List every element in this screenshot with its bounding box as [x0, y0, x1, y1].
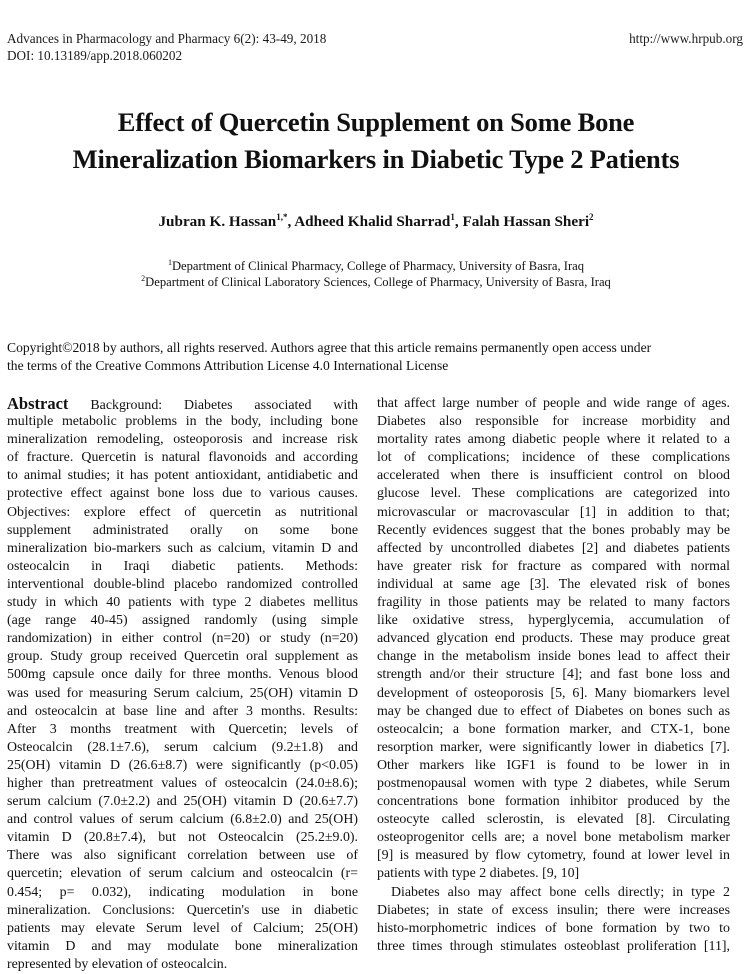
abstract-line: vitamin D (20.8±7.4), but not Osteocalcin (25.2±9.0).: [7, 830, 358, 846]
introduction-line: strength and/or their structure [4]; and fast bone loss and: [377, 667, 730, 683]
introduction-line: individual at same age [3]. The elevated risk of bones: [377, 576, 730, 592]
affiliation: [0, 274, 752, 290]
introduction-line: three times through stimulates osteoblast proliferation [11],: [377, 938, 730, 954]
abstract-line: Background: Diabetes associated with: [90, 398, 358, 413]
introduction-line: development of osteoporosis [5, 6]. Many biomarkers level: [377, 685, 730, 701]
affiliation-list: [0, 258, 752, 290]
abstract-line: and control values of serum calcium (6.8±2.0) and 25(OH): [7, 812, 358, 828]
introduction-line: Diabetes; in state of excess insulin; there were increases: [377, 902, 730, 918]
abstract-column: [7, 395, 358, 974]
affiliation: [0, 258, 752, 274]
introduction-line: Diabetes also may affect bone cells directly; in type 2: [391, 884, 730, 900]
introduction-line: osteoprogenitor cells are; a novel bone metabolism marker: [377, 830, 730, 846]
abstract-line: osteocalcin in Iraqi diabetic patients. Methods:: [7, 558, 358, 574]
introduction-line: accelerated when there is insufficient control on blood: [377, 468, 730, 484]
abstract-line: Objectives: explore effect of quercetin as nutritional: [7, 504, 358, 520]
abstract-line: protective effect against bone loss due to various causes.: [7, 486, 358, 502]
author-list: [0, 212, 752, 232]
abstract-body: [7, 413, 358, 974]
doi-link[interactable]: DOI: 10.13189/app.2018.060202: [7, 48, 183, 63]
article-title-line-2: Mineralization Biomarkers in Diabetic Type 2 Patients: [72, 144, 680, 174]
copyright-notice: [7, 339, 747, 374]
author-separator: ,: [287, 213, 295, 230]
abstract-line: There was also significant correlation between use of: [7, 848, 358, 864]
affiliation-mark: 1: [167, 258, 172, 267]
abstract-line: serum calcium (7.0±2.2) and 25(OH) vitamin D (20.6±7.7): [7, 794, 358, 810]
copyright-line: Copyright©2018 by authors, all rights reserved. Authors agree that this article remains permanently open access under: [7, 340, 652, 355]
introduction-line: fragility in those patients may be related to many factors: [377, 595, 730, 611]
introduction-column: [377, 395, 730, 956]
introduction-line: resorption marker, were significantly lower in diabetics [7].: [377, 739, 730, 755]
abstract-line: Osteocalcin (28.1±7.6), serum calcium (9.2±1.8) and: [7, 739, 358, 755]
introduction-line: [9] is measured by flow cytometry, found at lower level in: [377, 848, 730, 864]
author-name[interactable]: Falah Hassan Sheri: [462, 213, 590, 230]
abstract-line: (age range 40-45) assigned randomly (using simple: [7, 613, 358, 629]
introduction-line: concentrations bone formation inhibitor produced by the: [377, 794, 730, 810]
abstract-line: and osteocalcin at base line and after 3 months. Results:: [7, 703, 358, 719]
abstract-line: mineralization remodeling, osteoporosis and increase risk: [7, 432, 358, 448]
abstract-line: 0.454; p= 0.032), indicating modulation in bone: [7, 884, 358, 900]
introduction-line: change in the metabolism inside bones lead to affect their: [377, 649, 730, 665]
introduction-line: like oxidative stress, hyperglycemia, accumulation of: [377, 613, 730, 629]
introduction-line: that affect large number of people and wide range of ages.: [377, 396, 730, 411]
affiliation-text: Department of Clinical Laboratory Sciences, College of Pharmacy, University of Basra, Iraq: [145, 275, 611, 289]
article-title: [0, 104, 752, 178]
introduction-line: osteocyte called sclerostin, is elevated [8]. Circulating: [377, 812, 730, 828]
copyright-line: the terms of the Creative Commons Attribution License 4.0 International License: [7, 357, 449, 373]
abstract-first-line: [7, 395, 358, 413]
abstract-heading: Abstract: [7, 395, 69, 413]
abstract-line: randomization) in either control (n=20) or study (n=20): [7, 631, 358, 647]
introduction-line: affected by uncontrolled diabetes [2] and diabetes patients: [377, 540, 730, 556]
abstract-line: represented by elevation of osteocalcin.: [7, 956, 228, 972]
abstract-line: supplement administrated orally on some bone: [7, 522, 358, 538]
introduction-line: Recently evidences suggest that the bones probably may be: [377, 522, 730, 538]
abstract-line: of fracture. Quercetin is natural flavonoids and according: [7, 450, 358, 466]
introduction-line: may be changed due to effect of Diabetes on bones such as: [377, 703, 730, 719]
abstract-line: group. Study group received Quercetin oral supplement as: [7, 649, 358, 665]
abstract-line: mineralization. Conclusions: Quercetin's use in diabetic: [7, 902, 358, 918]
introduction-line: mortality rates among diabetic people where it related to a: [377, 432, 730, 448]
abstract-line: was used for measuring Serum calcium, 25(OH) vitamin D: [7, 685, 358, 701]
introduction-line: have greater risk for fracture as compared with normal: [377, 558, 730, 574]
introduction-line: glucose level. These complications are categorized into: [377, 486, 730, 502]
abstract-line: interventional double-blind placebo randomized controlled: [7, 576, 358, 592]
affiliation-mark: 2: [141, 274, 146, 283]
introduction-line: Diabetes also responsible for increase morbidity and: [377, 414, 730, 430]
abstract-line: multiple metabolic problems in the body, including bone: [7, 414, 358, 430]
introduction-line: microvascular or macrovascular [1] in addition to that;: [377, 504, 730, 520]
introduction-line: histo-morphometric indices of bone formation by two to: [377, 920, 730, 936]
introduction-body: [377, 395, 730, 956]
author-name[interactable]: Jubran K. Hassan: [158, 213, 277, 230]
introduction-line: osteocalcin; a bone formation marker, and CTX-1, bone: [377, 721, 730, 737]
introduction-line: patients with type 2 diabetes. [9, 10]: [377, 866, 580, 882]
abstract-line: 25(OH) vitamin D (26.6±8.7) were significantly (p<0.05): [7, 757, 358, 773]
author-name[interactable]: Adheed Khalid Sharrad: [294, 213, 451, 230]
introduction-line: advanced glycation end products. These may produce great: [377, 631, 730, 647]
abstract-line: After 3 months treatment with Quercetin; levels of: [7, 721, 358, 737]
abstract-line: higher than pretreatment values of osteocalcin (24.0±8.6);: [7, 775, 358, 791]
publisher-url-link[interactable]: http://www.hrpub.org: [629, 31, 743, 46]
introduction-line: Other markers like IGF1 is found to be lower in in: [377, 757, 730, 773]
affiliation-text: Department of Clinical Pharmacy, College of Pharmacy, University of Basra, Iraq: [171, 259, 585, 273]
introduction-line: lot of complications; incidence of these complications: [377, 450, 730, 466]
abstract-line: 500mg capsule once daily for three months. Venous blood: [7, 667, 358, 683]
abstract-line: vitamin D and may modulate bone mineralization: [7, 938, 358, 954]
abstract-line: mineralization bio-markers such as calcium, vitamin D and: [7, 540, 358, 556]
author-affiliation-mark: 2: [589, 212, 594, 222]
author-separator: ,: [454, 213, 463, 230]
abstract-line: to animal studies; it has potent antioxidant, antidiabetic and: [7, 468, 358, 484]
abstract-line: study in which 40 patients with type 2 diabetes mellitus: [7, 595, 358, 611]
abstract-line: patients may elevate Serum level of Calcium; 25(OH): [7, 920, 358, 936]
author-affiliation-mark: 1: [450, 212, 455, 222]
author-affiliation-mark: 1,*: [276, 212, 288, 222]
article-title-line-1: Effect of Quercetin Supplement on Some Bone: [117, 107, 635, 137]
abstract-line: quercetin; elevation of serum calcium and osteocalcin (r=: [7, 866, 358, 882]
introduction-line: postmenopausal women with type 2 diabetes, while Serum: [377, 775, 730, 791]
journal-citation: Advances in Pharmacology and Pharmacy 6(2): 43-49, 2018: [7, 31, 327, 46]
